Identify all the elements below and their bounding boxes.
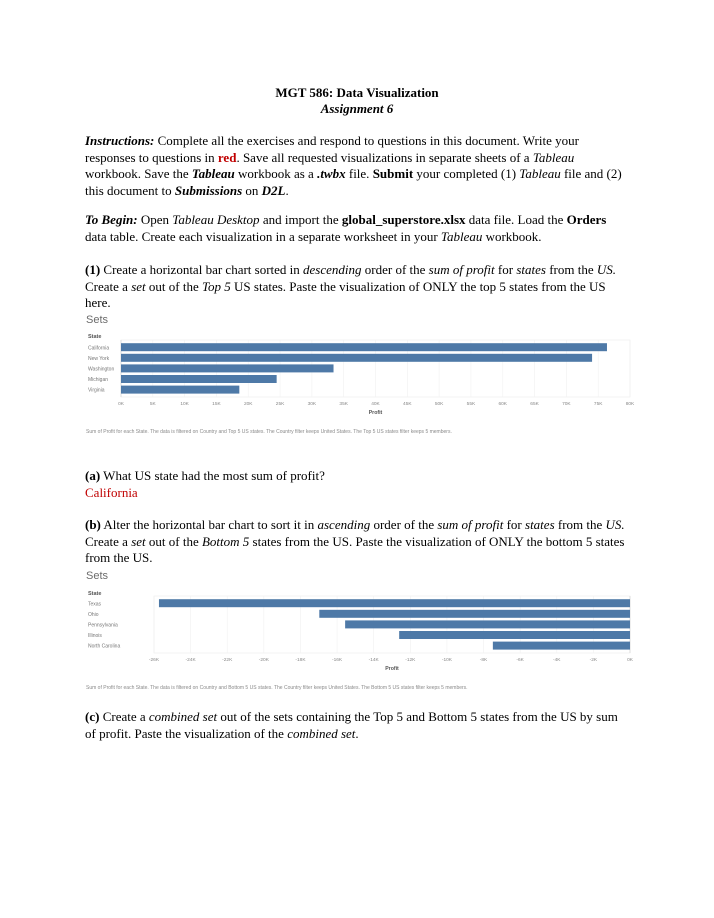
- profit-bar: [121, 375, 277, 383]
- x-tick-label: 45K: [403, 402, 412, 407]
- question-text: Create a: [85, 278, 132, 294]
- d2l-term: D2L: [261, 182, 286, 198]
- x-tick-label: 80K: [625, 402, 635, 407]
- assignment-title: Assignment 6: [320, 101, 394, 116]
- question-text: from the: [545, 262, 597, 277]
- question-text: out of the sets containing the Top 5 and Bottom 5 states from the US by sum of profit. Paste the visualization of the: [85, 709, 618, 741]
- set-term: set: [131, 533, 146, 549]
- question-number: (c): [85, 709, 100, 724]
- question-text: Create a: [99, 709, 149, 724]
- tableau-term: Tableau: [519, 166, 561, 182]
- data-file-name: global_superstore.xlsx: [341, 212, 466, 227]
- x-tick-label: -16K: [332, 658, 343, 663]
- profit-bar: [159, 599, 630, 607]
- begin-text: and import the: [259, 212, 342, 227]
- x-tick-label: 35K: [339, 402, 348, 407]
- x-tick-label: 50K: [434, 402, 444, 407]
- to-begin-paragraph: [85, 212, 630, 245]
- submit-term: Submit: [372, 166, 414, 182]
- question-number: (1): [85, 262, 101, 277]
- sum-of-profit-term: sum of profit: [437, 517, 504, 532]
- profit-bar: [121, 343, 607, 351]
- profit-bar: [319, 610, 630, 618]
- question-number: (b): [85, 517, 101, 532]
- question-text: out of the: [145, 533, 202, 549]
- category-label: Texas: [88, 601, 102, 608]
- instructions-text: file.: [345, 166, 373, 182]
- top5-profit-bar-chart: [85, 330, 635, 422]
- tableau-desktop-term: Tableau Desktop: [172, 212, 260, 227]
- question-text: Create a: [85, 533, 132, 549]
- x-tick-label: 20K: [243, 402, 253, 407]
- instructions-text: Complete all the exercises and respond to questions in this document. Write your responses to questions in: [85, 133, 579, 165]
- x-tick-label: -8K: [479, 658, 488, 663]
- question-number: (a): [85, 468, 101, 483]
- category-label: California: [88, 345, 110, 352]
- row-header: State: [88, 334, 102, 340]
- instructions-text: your completed (1): [413, 166, 520, 182]
- x-tick-label: 25K: [275, 402, 285, 407]
- question-text: Alter the horizontal bar chart to sort it in: [100, 517, 318, 532]
- orders-term: Orders: [566, 212, 607, 227]
- category-label: Pennsylvania: [88, 622, 118, 629]
- tableau-term: Tableau: [532, 149, 575, 165]
- profit-bar: [493, 642, 630, 650]
- x-axis-label: Profit: [385, 666, 399, 672]
- chart-2-caption: Sum of Profit for each State. The data is filtered on Country and Bottom 5 US states. The Country filter keeps United States. The Bottom 5 US states filter keeps 5 members.: [86, 685, 468, 691]
- x-tick-label: -14K: [368, 658, 379, 663]
- x-tick-label: -6K: [516, 658, 524, 663]
- x-tick-label: 60K: [498, 402, 508, 407]
- profit-bar: [345, 620, 630, 628]
- x-axis-label: Profit: [368, 410, 383, 416]
- begin-text: workbook.: [482, 228, 542, 244]
- category-label: Virginia: [88, 387, 105, 394]
- x-tick-label: 0K: [118, 402, 124, 407]
- question-text: order of the: [370, 517, 438, 532]
- set-term: set: [131, 278, 146, 294]
- x-tick-label: 70K: [562, 402, 571, 407]
- twbx-term: .twbx: [317, 166, 346, 182]
- question-text: Create a horizontal bar chart sorted in: [100, 262, 304, 277]
- instructions-text: workbook as a: [234, 166, 318, 182]
- chart-2-title: Sets: [86, 570, 109, 582]
- row-header: State: [88, 591, 102, 597]
- begin-text: Open: [137, 212, 173, 227]
- x-tick-label: -22K: [222, 658, 233, 663]
- category-label: Michigan: [88, 377, 109, 384]
- x-tick-label: 15K: [212, 402, 221, 407]
- profit-bar: [121, 364, 334, 372]
- states-term: states: [525, 517, 555, 532]
- x-tick-label: 30K: [307, 402, 317, 407]
- x-tick-label: 5K: [149, 402, 156, 407]
- bottom5-term: Bottom 5: [201, 533, 250, 549]
- profit-bar: [121, 386, 239, 394]
- instructions-paragraph: [85, 133, 630, 199]
- x-tick-label: 55K: [466, 402, 476, 407]
- category-label: Illinois: [88, 633, 102, 640]
- us-term: US.: [596, 262, 616, 277]
- instructions-text: on: [242, 182, 262, 198]
- top5-term: Top 5: [201, 278, 231, 294]
- x-tick-label: -18K: [295, 658, 306, 663]
- combined-set-term: combined set: [287, 725, 356, 741]
- question-text: What US state had the most sum of profit?: [100, 468, 325, 483]
- instructions-text: file and (2) this document to: [85, 166, 622, 198]
- submissions-term: Submissions: [174, 182, 243, 198]
- question-c-paragraph: [85, 709, 630, 742]
- x-tick-label: 0K: [627, 658, 633, 663]
- combined-set-term: combined set: [148, 709, 218, 724]
- x-tick-label: 40K: [371, 402, 380, 407]
- instructions-text: .: [285, 182, 289, 198]
- begin-text: data table. Create each visualization in a separate worksheet in your: [85, 228, 441, 244]
- profit-bar: [399, 631, 630, 639]
- states-term: states: [516, 262, 546, 277]
- x-tick-label: -12K: [405, 658, 416, 663]
- x-tick-label: 65K: [530, 402, 539, 407]
- begin-text: data file. Load the: [465, 212, 567, 227]
- question-text: US states. Paste the visualization of ONLY the top 5 states from the US here.: [85, 278, 606, 311]
- chart-1-caption: Sum of Profit for each State. The data is filtered on Country and Top 5 US states. The Country filter keeps United States. The Top 5 US states filter keeps 5 members.: [86, 429, 452, 435]
- chart-1-title: Sets: [86, 314, 109, 326]
- sum-of-profit-term: sum of profit: [428, 262, 495, 277]
- x-tick-label: -20K: [258, 658, 269, 663]
- instructions-text: . Save all requested visualizations in separate sheets of a: [236, 149, 533, 165]
- question-b-paragraph: [85, 517, 630, 567]
- answer-a: California: [85, 485, 138, 500]
- question-text: from the: [554, 517, 606, 532]
- question-1-paragraph: [85, 262, 630, 312]
- us-term: US.: [605, 517, 625, 532]
- question-text: states from the US. Paste the visualization of ONLY the bottom 5 states from the US.: [85, 533, 625, 566]
- question-text: out of the: [145, 278, 202, 294]
- question-text: for: [503, 517, 526, 532]
- x-tick-label: 10K: [180, 402, 189, 407]
- question-text: order of the: [361, 262, 429, 277]
- bottom5-profit-bar-chart: [85, 587, 635, 679]
- category-label: New York: [88, 355, 110, 362]
- question-text: .: [355, 725, 359, 741]
- category-label: Ohio: [88, 611, 99, 618]
- instructions-label: Instructions:: [85, 133, 155, 148]
- ascending-term: ascending: [317, 517, 371, 532]
- to-begin-label: To Begin:: [85, 212, 138, 227]
- category-label: North Carolina: [88, 643, 121, 650]
- course-title: MGT 586: Data Visualization: [275, 85, 439, 100]
- question-text: for: [494, 262, 517, 277]
- tableau-term: Tableau: [191, 166, 235, 182]
- x-tick-label: -24K: [185, 658, 196, 663]
- x-tick-label: -10K: [441, 658, 452, 663]
- tableau-term: Tableau: [440, 228, 483, 244]
- red-keyword: red: [217, 149, 237, 165]
- instructions-text: workbook. Save the: [85, 166, 192, 182]
- x-tick-label: 75K: [593, 402, 603, 407]
- profit-bar: [121, 354, 592, 362]
- x-tick-label: -26K: [148, 658, 160, 663]
- descending-term: descending: [303, 262, 362, 277]
- x-tick-label: -2K: [589, 658, 598, 663]
- question-a-paragraph: [85, 468, 630, 485]
- x-tick-label: -4K: [553, 658, 561, 663]
- category-label: Washington: [88, 366, 115, 373]
